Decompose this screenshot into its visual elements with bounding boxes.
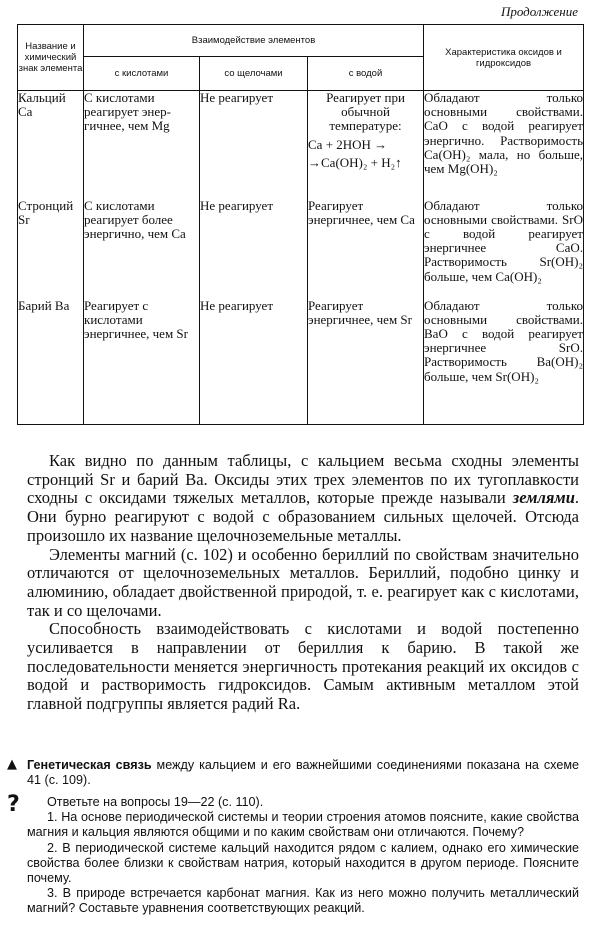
equation-line-1: Ca + 2HOH → xyxy=(308,136,388,152)
cell-water xyxy=(308,91,424,199)
paragraph-3: Способность взаимодействовать с кислотами и водой постепенно усиливается в направлении от бериллия к барию. В такой же последовательности меняется энергичность протекания реакций их оксидов с водой и растворимость гидроксидов. Самым активным металлом этой главной подгруппы является радий Ra. xyxy=(27,619,579,714)
cell-acids: С кислотами реагирует энергичнее, чем Mg xyxy=(84,91,200,199)
table-header-row-1 xyxy=(18,25,584,57)
cell-element: Стронций Sr xyxy=(18,199,84,299)
table-row-barium xyxy=(18,299,584,425)
note-text: между кальцием и его важнейшими соединениями показана на схеме 41 (с. 109). xyxy=(27,758,579,788)
equation-line-2: →Ca(OH)₂ + H₂↑ xyxy=(308,154,402,170)
note-bold: Генетическая связь xyxy=(27,758,152,772)
header-water: с водой xyxy=(308,57,424,91)
cell-oxides: Обладают только основными свойствами. CaO с водой реагирует энергично. Растворимость Ca(OH)₂ мала, но больше, чем Mg(OH)₂ xyxy=(424,91,584,199)
cell-water: Реагирует энергичнее, чем Sr xyxy=(308,299,424,425)
header-alkalis: со щелочами xyxy=(200,57,308,91)
cell-element: Барий Ba xyxy=(18,299,84,425)
cell-element: Кальций Ca xyxy=(18,91,84,199)
table-row-calcium xyxy=(18,91,584,199)
cell-oxides: Обладают только основными свойствами. SrO с водой реагирует энергичнее CaO. Растворимость Sr(OH)₂ больше, чем Ca(OH)₂ xyxy=(424,199,584,299)
paragraph-1: Как видно по данным таблицы, с кальцием весьма сходны элементы стронций Sr и барий Ba. Оксиды этих трех элементов по их тугоплавкости сходны с оксидами тяжелых металлов, которые прежде называли землями. Они бурно реагируют с водой с образованием сильных щелочей. Отсюда произошло их название щелочноземельные металлы. xyxy=(27,451,579,545)
header-acids: с кислотами xyxy=(84,57,200,91)
header-oxides: Характеристика оксидов и гидроксидов xyxy=(424,25,584,91)
table-row-strontium xyxy=(18,199,584,299)
question-2: 2. В периодической системе кальций находится рядом с калием, однако его химические свойства более близки к свойствам натрия, который находится в другом периоде. Поясните почему. xyxy=(27,840,579,886)
cell-acids: Реагирует с кислотами энергичнее, чем Sr xyxy=(84,299,200,425)
term-earths: землями xyxy=(512,488,575,508)
cell-alkalis: Не реагирует xyxy=(200,299,308,425)
cell-alkalis: Не реагирует xyxy=(200,199,308,299)
water-text: Реагирует при обычной температуре: xyxy=(326,90,405,134)
elements-table xyxy=(17,24,584,425)
question-1: 1. На основе периодической системы и теории строения атомов поясните, какие свойства магния и кальция являются общими и по каким свойствам они отличаются. Почему? xyxy=(27,810,579,840)
paragraph-2: Элементы магний (с. 102) и особенно бериллий по свойствам значительно отличаются от щелочноземельных металлов. Бериллий, подобно цинку и алюминию, обладает двойственной природой, т. е. реагирует как с кислотами, так и со щелочами. xyxy=(27,544,579,620)
genetic-link-note xyxy=(27,758,579,788)
cell-water: Реагирует энергичнее, чем Ca xyxy=(308,199,424,299)
continuation-label: Продолжение xyxy=(500,4,578,19)
question-marker-icon: ? xyxy=(7,792,20,817)
header-element: Название и химический знак элемента xyxy=(18,25,84,91)
cell-oxides: Обладают только основными свойствами. BaO с водой реагирует энергичнее SrO. Растворимость Ba(OH)₂ больше, чем Sr(OH)₂ xyxy=(424,299,584,425)
cell-acids: С кислотами реагирует более энергично, чем Ca xyxy=(84,199,200,299)
triangle-marker-icon: ▲ xyxy=(7,757,17,772)
questions-intro: Ответьте на вопросы 19—22 (с. 110). xyxy=(47,795,264,809)
body-text xyxy=(27,452,579,714)
questions-block xyxy=(27,795,579,917)
header-interaction: Взаимодействие элементов xyxy=(84,25,424,57)
cell-alkalis: Не реагирует xyxy=(200,91,308,199)
question-3: 3. В природе встречается карбонат магния. Как из него можно получить металлический магний? Составьте уравнения соответствующих реакций. xyxy=(27,886,579,916)
